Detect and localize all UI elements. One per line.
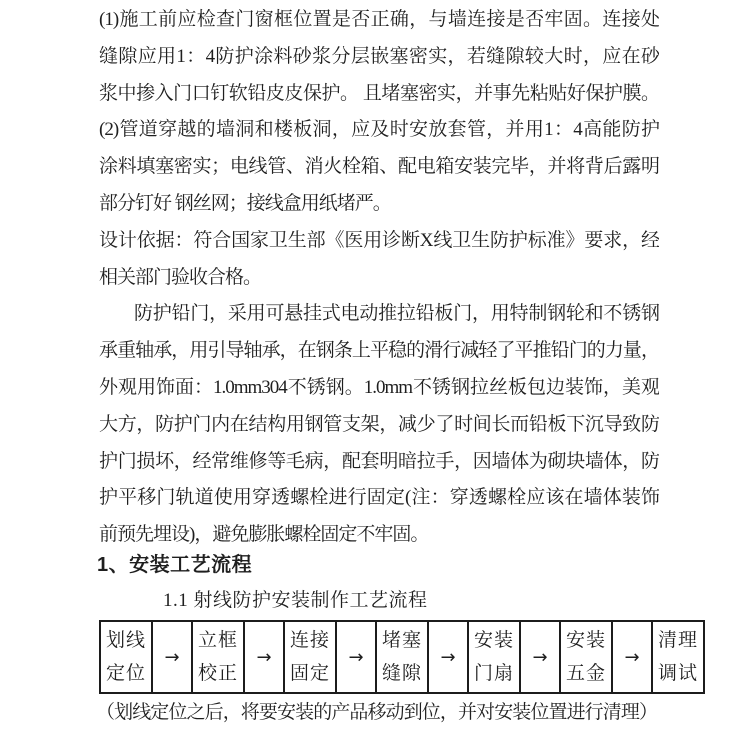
flow-step-label: 安装	[473, 630, 514, 651]
section-heading: 1、安装工艺流程	[97, 554, 253, 576]
process-flow-table	[99, 620, 705, 694]
body-text-block	[99, 2, 659, 554]
flow-step-label: 划线	[105, 630, 146, 651]
flow-step-label: 立框	[197, 630, 238, 651]
flow-step-label: 门扇	[473, 663, 514, 684]
flow-step-label: 缝隙	[381, 663, 422, 684]
paragraph-line: (1)施工前应检查门窗框位置是否正确，与墙连接是否牢固。连接处	[99, 9, 659, 30]
flow-step-label: 调试	[657, 663, 698, 684]
flow-step-anzhuang-wujin	[560, 621, 612, 693]
paragraph-line: 部分钉好 钢丝网；接线盒用纸堵严。	[99, 192, 391, 214]
flow-step-anzhuang-menshan	[468, 621, 520, 693]
paragraph-line: 防护铅门，采用可悬挂式电动推拉铅板门，用特制钢轮和不锈钢	[134, 303, 659, 325]
paragraph-line: 大方，防护门内在结构用钢管支架，减少了时间长而铅板下沉导致防	[99, 413, 659, 435]
paragraph-line: 浆中掺入门口钉软铅皮皮保护。 且堵塞密实，并事先粘贴好保护膜。	[99, 82, 659, 104]
paragraph-line: 承重轴承，用引导轴承，在钢条上平稳的滑行减轻了平推铅门的力量，	[99, 340, 659, 362]
flow-step-label: 清理	[657, 630, 698, 651]
flow-step-label: 连接	[289, 630, 330, 651]
flow-step-label: 校正	[197, 663, 238, 684]
flow-step-huaxian-dingwei	[100, 621, 152, 693]
flow-step-lianjie-guding	[284, 621, 336, 693]
paragraph-line: 前预先埋设)，避免膨胀螺栓固定不牢固。	[99, 524, 429, 546]
paragraph-line: 涂料填塞密实；电线管、消火栓箱、配电箱安装完毕，并将背后露明	[99, 156, 659, 178]
paragraph-line: 设计依据：符合国家卫生部《医用诊断X线卫生防护标准》要求，经	[99, 229, 659, 251]
section-subheading: 1.1 射线防护安装制作工艺流程	[163, 590, 428, 611]
flow-step-dusai-fengxi	[376, 621, 428, 693]
paragraph-line: 相关部门验收合格。	[99, 266, 262, 288]
arrow-right-icon: →	[520, 621, 560, 693]
flow-step-label: 堵塞	[381, 630, 422, 651]
flow-step-label: 固定	[289, 663, 330, 684]
paragraph-line: 护平移门轨道使用穿透螺栓进行固定(注：穿透螺栓应该在墙体装饰	[99, 487, 659, 509]
paragraph-line: (2)管道穿越的墙洞和楼板洞，应及时安放套管，并用1：4高能防护	[99, 119, 659, 141]
arrow-right-icon: →	[336, 621, 376, 693]
flow-step-label: 安装	[565, 630, 606, 651]
flow-step-label: 五金	[565, 663, 606, 684]
paragraph-line: 外观用饰面：1.0mm304不锈钢。1.0mm不锈钢拉丝板包边装饰，美观	[99, 376, 659, 398]
arrow-right-icon: →	[244, 621, 284, 693]
flowchart-caption: （划线定位之后，将要安装的产品移动到位，并对安装位置进行清理）	[96, 702, 657, 723]
flow-step-qingli-tiaoshi	[652, 621, 704, 693]
flow-step-likuang-jiaozheng	[192, 621, 244, 693]
arrow-right-icon: →	[428, 621, 468, 693]
arrow-right-icon: →	[152, 621, 192, 693]
process-flow-row	[100, 621, 704, 693]
flow-step-label: 定位	[105, 663, 146, 684]
paragraph-line: 护门损坏，经常维修等毛病，配套明暗拉手，因墙体为砌块墙体，防	[99, 450, 659, 472]
arrow-right-icon: →	[612, 621, 652, 693]
paragraph-line: 缝隙应用1：4防护涂料砂浆分层嵌塞密实，若缝隙较大时，应在砂	[99, 45, 659, 67]
